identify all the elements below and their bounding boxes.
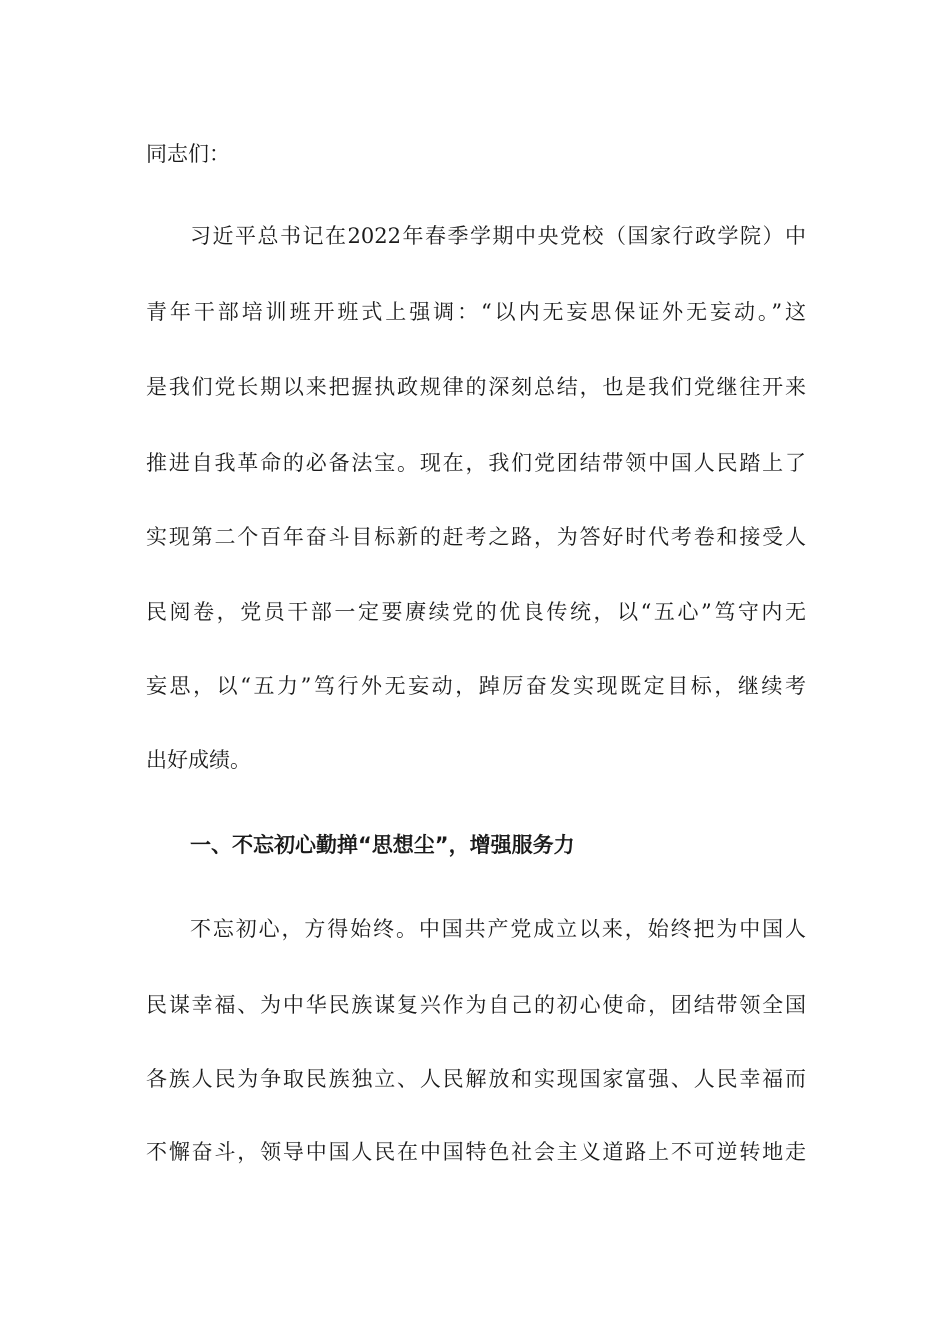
paragraph-line: 不忘初心，方得始终。中国共产党成立以来，始终把为中国人 xyxy=(190,917,806,941)
paragraph-line: 出好成绩。 xyxy=(146,748,251,772)
paragraph-line: 推进自我革命的必备法宝。现在，我们党团结带领中国人民踏上了 xyxy=(146,451,806,475)
paragraph-line: 民阅卷，党员干部一定要赓续党的优良传统，以“五心”笃守内无 xyxy=(146,600,806,624)
paragraph-line: 民谋幸福、为中华民族谋复兴作为自己的初心使命，团结带领全国 xyxy=(146,993,806,1017)
paragraph-line: 是我们党长期以来把握执政规律的深刻总结，也是我们党继往开来 xyxy=(146,375,806,399)
paragraph-line: 各族人民为争取民族独立、人民解放和实现国家富强、人民幸福而 xyxy=(146,1067,806,1091)
section-heading: 一、不忘初心勤掸“思想尘”，增强服务力 xyxy=(190,833,575,857)
paragraph-line: 习近平总书记在2022年春季学期中央党校（国家行政学院）中 xyxy=(190,224,806,248)
paragraph-line: 青年干部培训班开班式上强调：“以内无妄思保证外无妄动。”这 xyxy=(146,300,806,324)
paragraph-line: 妄思，以“五力”笃行外无妄动，踔厉奋发实现既定目标，继续考 xyxy=(146,674,806,698)
paragraph-line: 不懈奋斗，领导中国人民在中国特色社会主义道路上不可逆转地走 xyxy=(146,1140,806,1164)
paragraph-line: 实现第二个百年奋斗目标新的赶考之路，为答好时代考卷和接受人 xyxy=(146,525,806,549)
salutation: 同志们： xyxy=(146,142,230,166)
